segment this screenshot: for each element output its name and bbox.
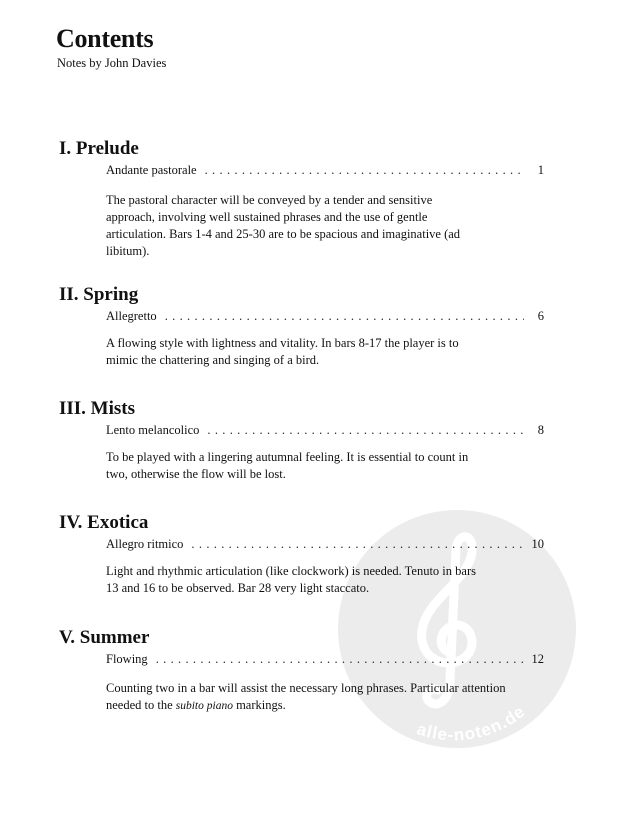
section-heading: III. Mists [59, 398, 136, 419]
dot-leader [207, 421, 524, 439]
toc-entry[interactable] [106, 307, 544, 325]
tempo-marking: Allegro ritmico [106, 537, 184, 551]
tempo-marking: Andante pastorale [106, 163, 197, 177]
section-heading: II. Spring [59, 284, 139, 305]
performance-note: A flowing style with lightness and vitality. In bars 8-17 the player is to mimic the chattering and singing of a bird. [106, 336, 459, 367]
performance-note: The pastoral character will be conveyed by a tender and sensitive approach, involving well sustained phrases and the use of gentle articulation. Bars 1-4 and 25-30 are to be spacious and imaginative (ad libitum). [106, 193, 461, 258]
toc-entry[interactable] [106, 421, 544, 439]
page-number: 10 [531, 537, 544, 551]
section-heading: IV. Exotica [59, 512, 149, 533]
tempo-marking: Lento melancolico [106, 423, 200, 437]
treble-clef-icon [422, 537, 473, 704]
performance-note: Light and rhythmic articulation (like clockwork) is needed. Tenuto in bars 13 and 16 to be observed. Bar 28 very light staccato. [106, 564, 476, 595]
page-title: Contents [56, 24, 154, 53]
page-number: 12 [531, 652, 544, 666]
page-number: 6 [537, 309, 544, 323]
note-italic-text: subito piano [175, 700, 233, 712]
dot-leader [191, 535, 524, 553]
toc-entry[interactable] [106, 535, 544, 553]
dot-leader [156, 650, 524, 668]
toc-entry[interactable] [106, 650, 544, 668]
page-number: 8 [537, 423, 544, 437]
note-text: markings. [232, 698, 286, 712]
note-text: Counting two in a bar will assist the necessary long phrases. Particular attention needed to the [106, 681, 506, 712]
dot-leader [205, 161, 524, 179]
page-number: 1 [537, 163, 544, 177]
dot-leader [165, 307, 524, 325]
toc-entry[interactable] [106, 161, 544, 179]
performance-note: To be played with a lingering autumnal feeling. It is essential to count in two, otherwise the flow will be lost. [106, 450, 469, 481]
tempo-marking: Allegretto [106, 309, 157, 323]
performance-note [106, 680, 506, 715]
tempo-marking: Flowing [106, 652, 148, 666]
watermark-text: alle-noten.de [414, 701, 529, 745]
page-subtitle: Notes by John Davies [57, 56, 167, 70]
section-heading: V. Summer [59, 627, 150, 648]
section-heading: I. Prelude [59, 138, 139, 159]
